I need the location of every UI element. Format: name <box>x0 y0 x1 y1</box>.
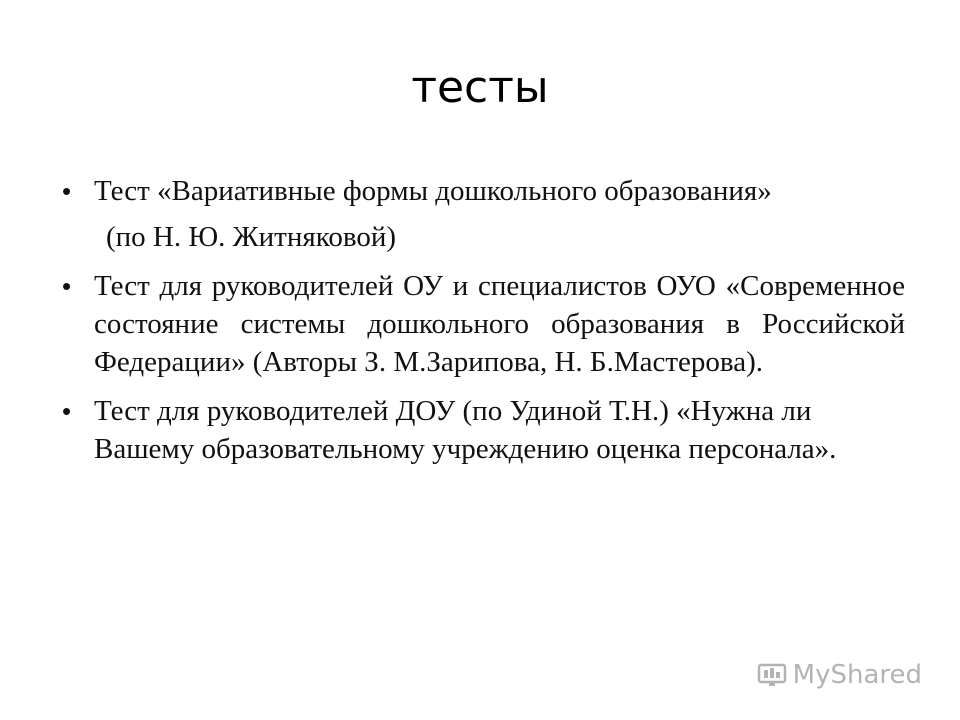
bullet-marker: • <box>62 271 72 301</box>
watermark <box>757 660 922 690</box>
bullet-list <box>60 172 905 479</box>
list-item <box>60 267 905 381</box>
list-item-text: Тест для руководителей ОУ и специалистов ОУО «Современное состояние системы дошкольного образования в Российской Федерации» (Авторы З. М.Зарипова, Н. Б.Мастерова). <box>94 270 905 378</box>
list-item <box>60 392 905 468</box>
list-item-subtext: (по Н. Ю. Житняковой) <box>106 221 396 253</box>
list-item <box>60 172 905 256</box>
bullet-marker: • <box>62 176 72 206</box>
list-item-text: Тест «Вариативные формы дошкольного образования» <box>94 175 772 207</box>
bullet-marker: • <box>62 396 72 426</box>
list-item-text: Тест для руководителей ДОУ (по Удиной Т.Н.) «Нужна ли Вашему образовательному учреждению оценка персонала». <box>94 395 837 465</box>
myshared-logo-icon <box>757 662 787 688</box>
watermark-text: MyShared <box>792 660 922 690</box>
slide-title: тесты <box>411 62 549 113</box>
